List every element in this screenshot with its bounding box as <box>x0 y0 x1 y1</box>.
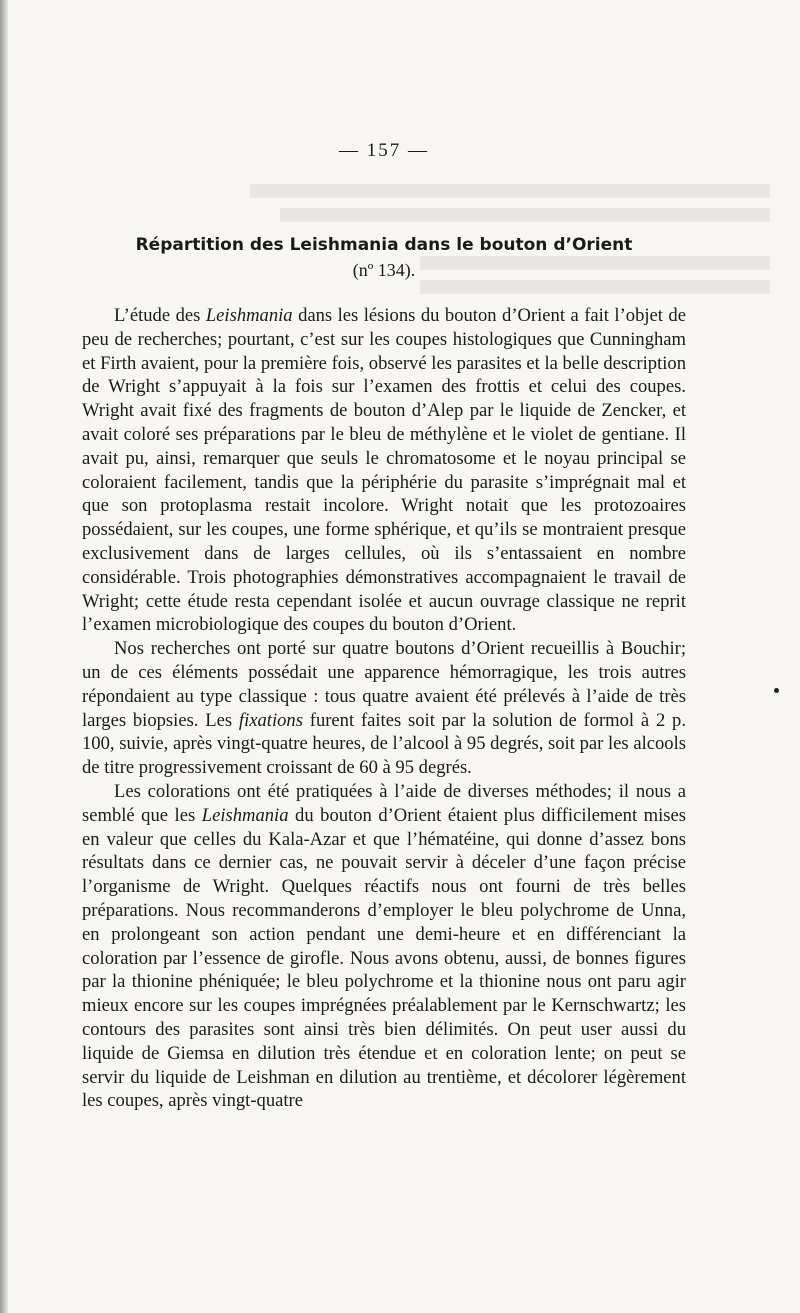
body-paragraph <box>82 637 686 780</box>
text-run: dans les lésions du bouton d’Orient a fait l’objet de peu de recherches; pourtant, c’est sur les coupes histologiques que Cunningham et Firth avaient, pour la première fois, observé les parasites et la belle description de Wright s’appuyait à la fois sur l’examen des frottis et celui des coupes. Wright avait fixé des fragments de bouton d’Alep par le liquide de Zencker, et avait coloré ses préparations par le bleu de méthylène et le violet de gentiane. Il avait pu, ainsi, remarquer que seuls le chromatosome et le noyau principal se coloraient facilement, tandis que la périphérie du parasite s’imprégnait mal et que son protoplasma restait incolore. Wright notait que les protozoaires possédaient, sur les coupes, une forme sphérique, et qu’ils se montraient presque exclusivement dans de larges cellules, où ils s’entassaient en nombre considérable. Trois photographies démonstratives accompagnaient le travail de Wright; cette étude resta cependant isolée et aucun ouvrage classique ne reprit l’examen microbiologique des coupes du bouton d’Orient. <box>82 305 686 636</box>
page-content <box>82 140 686 1113</box>
ink-spot <box>774 688 779 693</box>
page-number: — 157 — <box>339 140 429 161</box>
text-run: Les colorations ont été pratiquées à l’aide de diverses méthodes; il nous a semblé que les <box>82 780 686 826</box>
section-reference: (nº 134). <box>352 260 416 280</box>
italic-term: fixations <box>238 709 303 731</box>
body-paragraph <box>82 304 686 637</box>
section-title: Répartition des Leishmania dans le bouton d’Orient <box>135 235 633 255</box>
italic-term: Leishmania <box>201 804 289 826</box>
page-edge-shadow <box>0 0 8 1313</box>
text-run: furent faites soit par la solution de formol à 2 p. 100, suivie, après vingt-quatre heures, de l’alcool à 95 degrés, soit par les alcools de titre progressivement croissant de 60 à 95 degrés. <box>82 709 686 779</box>
text-run: du bouton d’Orient étaient plus difficilement mises en valeur que celles du Kala-Azar et que l’hématéine, qui donne d’assez bons résultats dans ce dernier cas, ne pouvait servir à déceler d’une façon précise l’organisme de Wright. Quelques réactifs nous ont fourni de très belles préparations. Nous recommanderons d’employer le bleu polychrome de Unna, en prolongeant son action pendant une demi-heure et en différenciant la coloration par l’essence de girofle. Nous avons obtenu, aussi, de bonnes figures par la thionine phéniquée; le bleu polychrome et la thionine nous ont paru agir mieux encore sur les coupes imprégnées préalablement par le Kernschwartz; les contours des parasites sont ainsi très bien délimités. On peut user aussi du liquide de Giemsa en dilution très étendue et en coloration lente; on peut se servir du liquide de Leishman en dilution au trentième, et décolorer légèrement les coupes, après vingt-quatre <box>82 804 686 1112</box>
body-paragraph <box>82 780 686 1113</box>
body-text <box>82 304 686 1113</box>
italic-term: Leishmania <box>205 305 293 326</box>
text-run: Nos recherches ont porté sur quatre boutons d’Orient recueillis à Bouchir; un de ces éléments possédait une apparence hémorragique, les trois autres répondaient au type classique : tous quatre avaient été prélevés à l’aide de très larges biopsies. Les <box>82 638 686 731</box>
text-run: L’étude des <box>114 305 206 326</box>
